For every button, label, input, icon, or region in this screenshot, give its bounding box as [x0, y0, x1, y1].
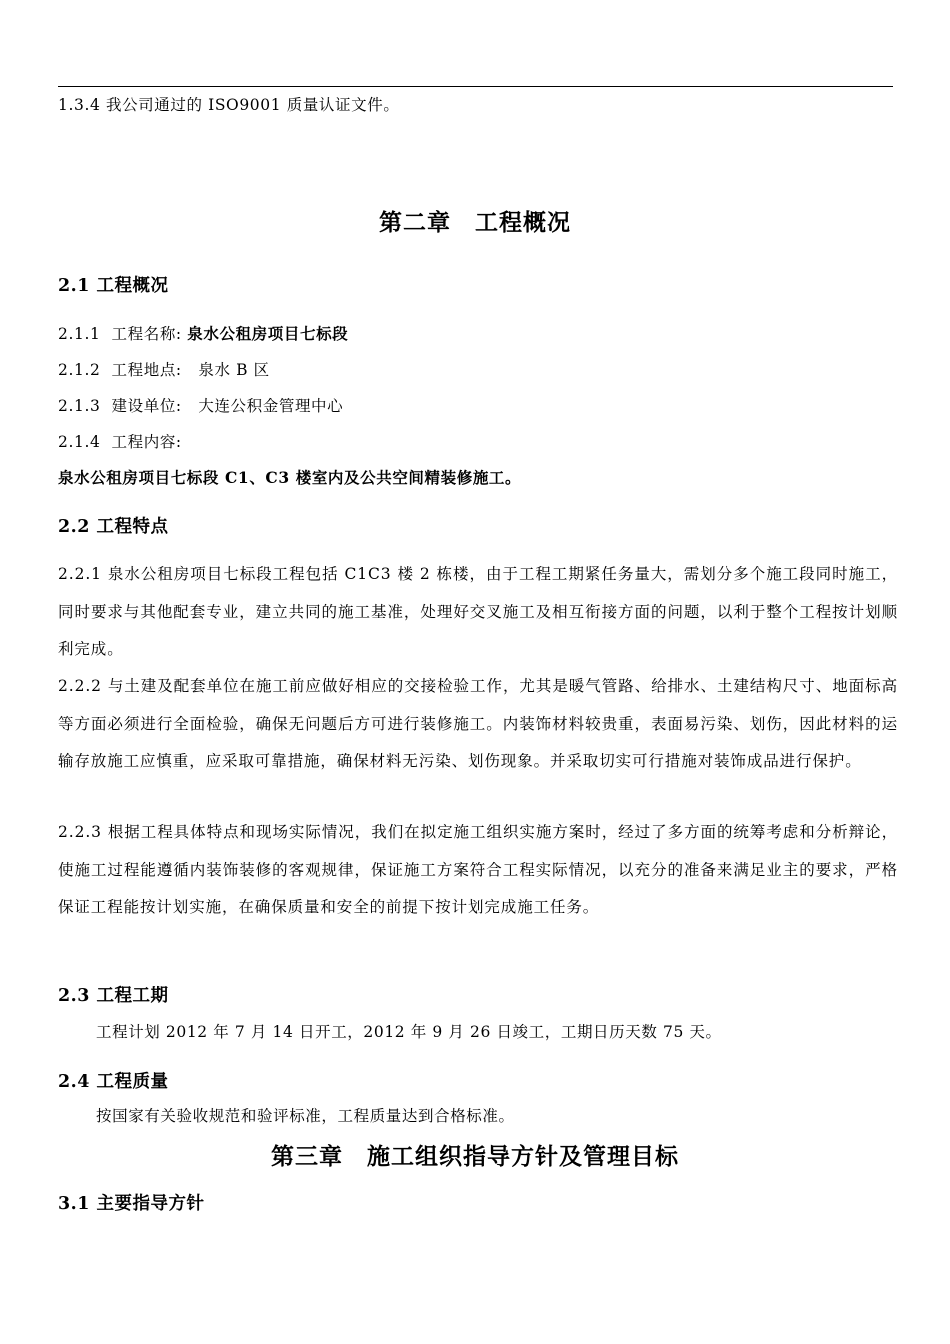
- paragraph-2-2-2: 2.2.2 与土建及配套单位在施工前应做好相应的交接检验工作，尤其是暖气管路、给排水、土建结构尺寸、地面标高等方面必须进行全面检验，确保无问题后方可进行装修施工。内装饰材料较贵重，表面易污染、划伤，因此材料的运输存放施工应慎重，应采取可靠措施，确保材料无污染、划伤现象。并采取切实可行措施对装饰成品进行保护。: [58, 677, 898, 771]
- header-rule: [58, 86, 893, 87]
- section-2-3-heading: 2.3 工程工期: [58, 986, 169, 1006]
- chapter-2-title: 第二章 工程概况: [379, 210, 571, 236]
- item-project-content: [58, 430, 182, 452]
- schedule-text: 工程计划 2012 年 7 月 14 日开工，2012 年 9 月 26 日竣工，工期日历天数 75 天。: [96, 1023, 722, 1041]
- item-project-location: [58, 358, 270, 380]
- header-item: 1.3.4 我公司通过的 ISO9001 质量认证文件。: [58, 96, 400, 114]
- section-3-1-heading: 3.1 主要指导方针: [58, 1194, 205, 1214]
- item-label: 工程内容:: [111, 433, 182, 451]
- chapter-3-title: 第三章 施工组织指导方针及管理目标: [271, 1144, 679, 1170]
- section-2-2-heading: 2.2 工程特点: [58, 517, 169, 537]
- paragraph-2-2-3: 2.2.3 根据工程具体特点和现场实际情况，我们在拟定施工组织实施方案时，经过了多方面的统筹考虑和分析辩论，使施工过程能遵循内装饰装修的客观规律，保证施工方案符合工程实际情况，以充分的准备来满足业主的要求，严格保证工程能按计划实施，在确保质量和安全的前提下按计划完成施工任务。: [58, 823, 898, 917]
- item-number: 2.1.4: [58, 433, 101, 451]
- project-content-line: 泉水公租房项目七标段 C1、C3 楼室内及公共空间精装修施工。: [58, 468, 522, 487]
- item-value: 泉水公租房项目七标段: [187, 324, 349, 343]
- paragraph-2-2-1: 2.2.1 泉水公租房项目七标段工程包括 C1C3 楼 2 栋楼，由于工程工期紧任务量大，需划分多个施工段同时施工，同时要求与其他配套专业，建立共同的施工基准，处理好交叉施工及相互衔接方面的问题，以利于整个工程按计划顺利完成。: [58, 565, 898, 659]
- item-label: 工程地点:: [111, 361, 182, 379]
- item-value: 泉水 B 区: [198, 361, 270, 379]
- quality-text: 按国家有关验收规范和验评标准，工程质量达到合格标准。: [96, 1107, 515, 1125]
- item-label: 工程名称:: [111, 325, 182, 343]
- item-number: 2.1.3: [58, 397, 101, 415]
- item-number: 2.1.1: [58, 325, 101, 343]
- item-construction-unit: [58, 394, 343, 416]
- item-project-name: [58, 322, 348, 344]
- item-value: 大连公积金管理中心: [198, 397, 344, 415]
- section-2-4-heading: 2.4 工程质量: [58, 1072, 169, 1092]
- item-label: 建设单位:: [111, 397, 182, 415]
- section-2-1-heading: 2.1 工程概况: [58, 276, 169, 296]
- item-number: 2.1.2: [58, 361, 101, 379]
